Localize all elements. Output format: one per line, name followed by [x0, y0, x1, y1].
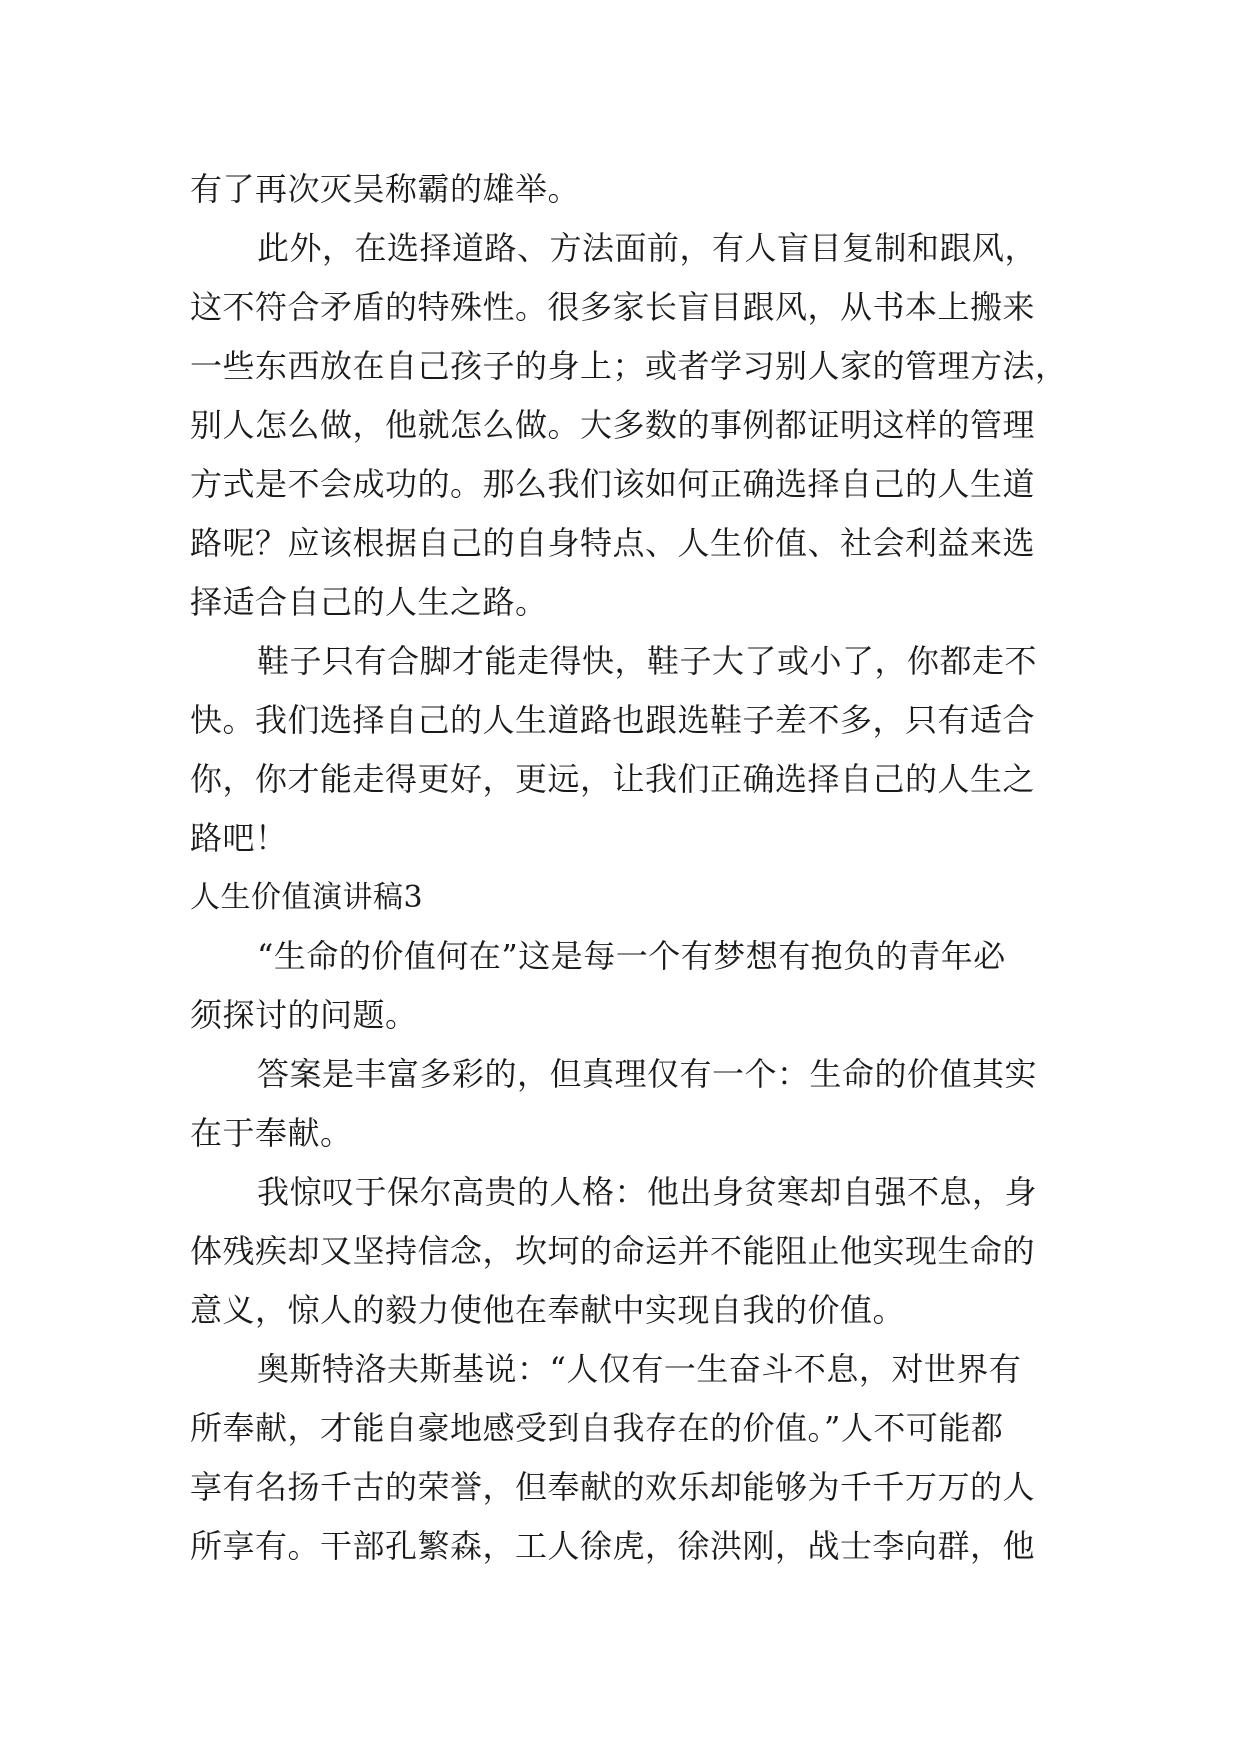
text-line: 择适合自己的人生之路。 [190, 583, 548, 621]
section-heading: 人生价值演讲稿3 [190, 880, 424, 915]
text-line: 答案是丰富多彩的，但真理仅有一个：生命的价值其实 [257, 1055, 1038, 1093]
text-line: 奥斯特洛夫斯基说：“人仅有一生奋斗不息，对世界有 [257, 1350, 1022, 1388]
text-line: 路吧！ [190, 819, 288, 857]
document-body [190, 160, 1070, 1576]
text-line: 路呢？应该根据自己的自身特点、人生价值、社会利益来选 [190, 524, 1036, 562]
text-line: 体残疾却又坚持信念，坎坷的命运并不能阻止他实现生命的 [190, 1232, 1036, 1270]
text-line: 我惊叹于保尔高贵的人格：他出身贫寒却自强不息，身 [257, 1173, 1038, 1211]
text-line: “生命的价值何在”这是每一个有梦想有抱负的青年必 [257, 937, 1006, 975]
text-line: 这不符合矛盾的特殊性。很多家长盲目跟风，从书本上搬来 [190, 288, 1036, 326]
text-line: 所奉献，才能自豪地感受到自我存在的价值。”人不可能都 [190, 1409, 1004, 1447]
text-line: 享有名扬千古的荣誉，但奉献的欢乐却能够为千千万万的人 [190, 1468, 1036, 1506]
text-line: 意义，惊人的毅力使他在奉献中实现自我的价值。 [190, 1291, 906, 1329]
text-line: 别人怎么做，他就怎么做。大多数的事例都证明这样的管理 [190, 406, 1036, 444]
text-line: 在于奉献。 [190, 1114, 353, 1152]
text-line: 须探讨的问题。 [190, 996, 418, 1034]
text-line: 一些东西放在自己孩子的身上；或者学习别人家的管理方法， [190, 347, 1068, 385]
text-line: 快。我们选择自己的人生道路也跟选鞋子差不多，只有适合 [190, 701, 1036, 739]
text-line: 方式是不会成功的。那么我们该如何正确选择自己的人生道 [190, 465, 1036, 503]
text-line: 此外，在选择道路、方法面前，有人盲目复制和跟风， [257, 229, 1038, 267]
text-line: 鞋子只有合脚才能走得快，鞋子大了或小了，你都走不 [257, 642, 1038, 680]
text-line: 有了再次灭吴称霸的雄举。 [190, 170, 581, 208]
text-line: 所享有。干部孔繁森，工人徐虎，徐洪刚，战士李向群，他 [190, 1527, 1036, 1565]
text-line: 你，你才能走得更好，更远，让我们正确选择自己的人生之 [190, 760, 1036, 798]
